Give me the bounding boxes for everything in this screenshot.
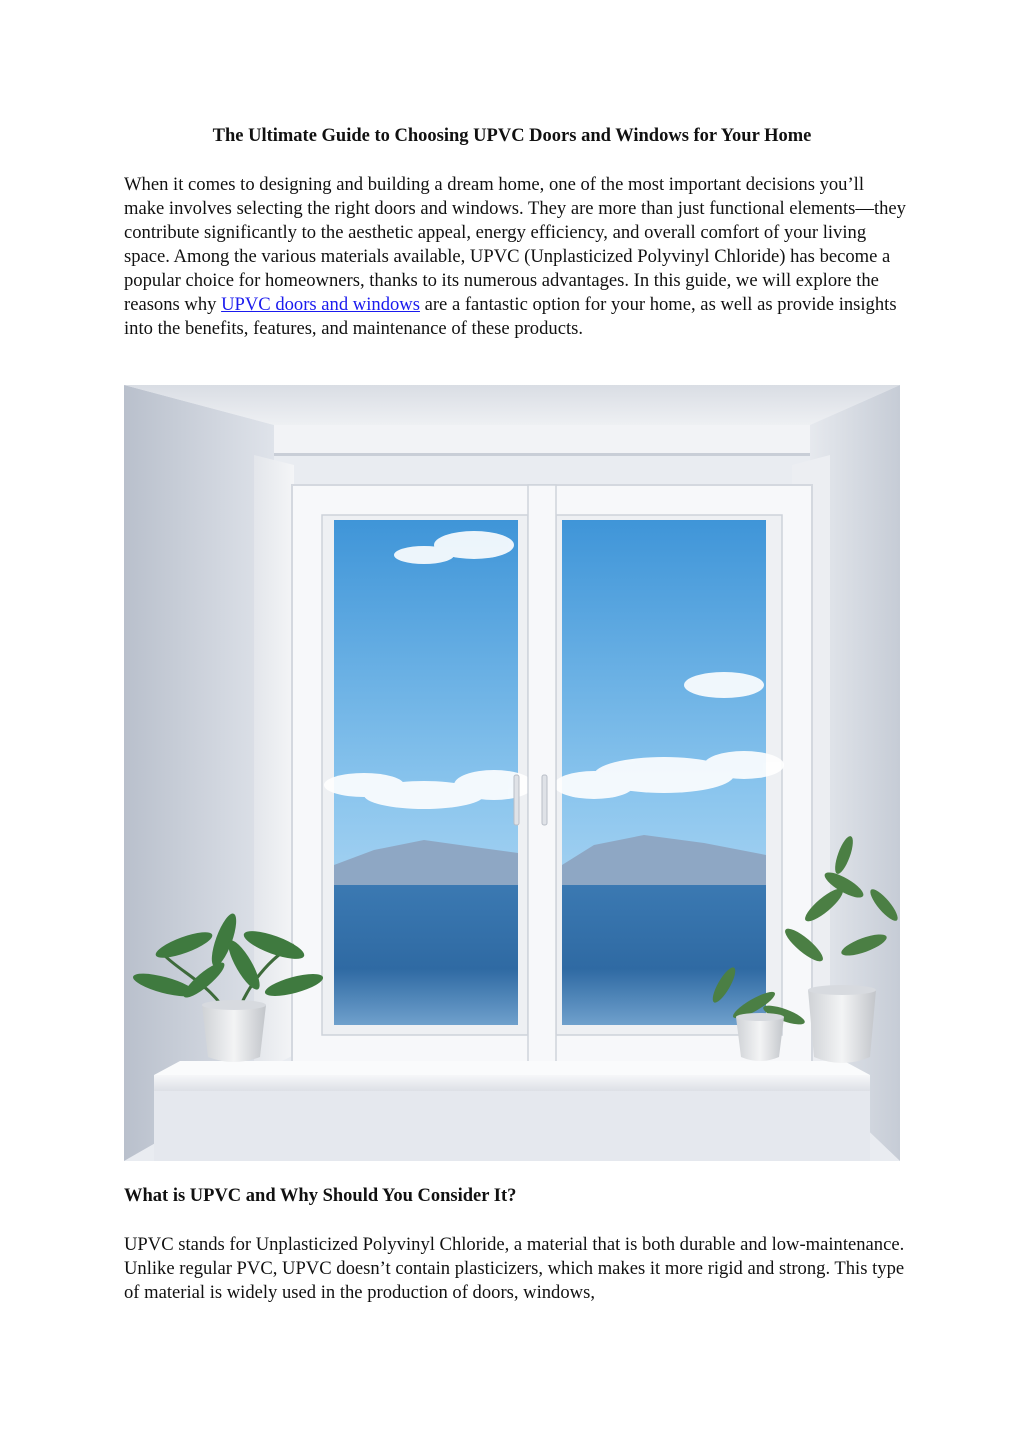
intro-text-before-link: When it comes to designing and building a dream home, one of the most important decisions you’ll make involves selecting the right doors and windows. They are more than just functional elements—they contribute significantly to the aesthetic appeal, energy efficiency, and overall comfort of your living space. Among the various materials available, UPVC (Unplasticized Polyvinyl Chloride) has become a popular choice for homeowners, thanks to its numerous advantages. In this guide, we will explore the reasons why [124, 174, 906, 315]
window-sea-view-photo [124, 385, 900, 1161]
section-paragraph: UPVC stands for Unplasticized Polyvinyl Chloride, a material that is both durable and low-maintenance. Unlike regular PVC, UPVC doesn’t contain plasticizers, which makes it more rigid and strong. This type of material is widely used in the production of doors, windows, [124, 1234, 905, 1303]
page-title: The Ultimate Guide to Choosing UPVC Doors and Windows for Your Home [212, 126, 812, 146]
intro-paragraph [124, 173, 906, 341]
section-heading: What is UPVC and Why Should You Consider It? [124, 1186, 517, 1206]
intro-text-after-link: are a fantastic option for your home, as well as provide insights into the benefits, features, and maintenance of these products. [124, 294, 897, 339]
upvc-doors-windows-link[interactable]: UPVC doors and windows [221, 294, 420, 315]
